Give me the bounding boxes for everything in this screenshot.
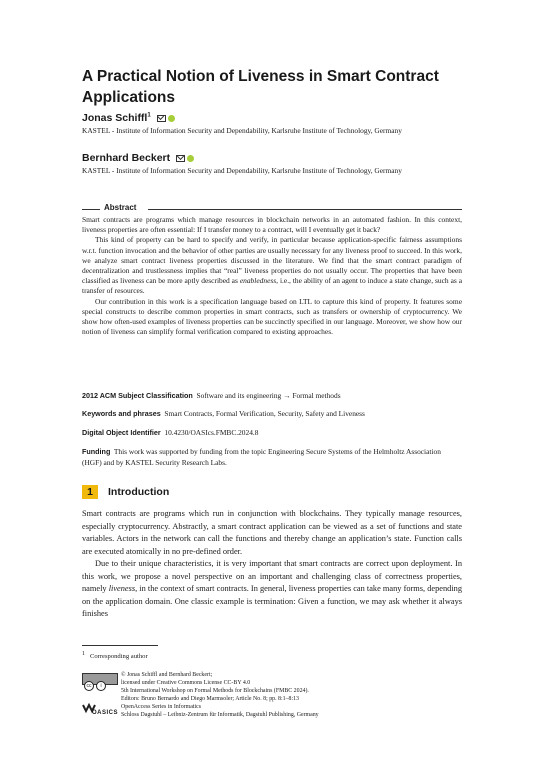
abstract-heading: Abstract	[104, 203, 137, 212]
keywords-label: Keywords and phrases	[82, 409, 161, 418]
keywords	[82, 409, 462, 420]
section-emphasis: liveness	[108, 584, 136, 594]
email-icon[interactable]	[157, 115, 166, 122]
doi-value[interactable]: 10.4230/OASIcs.FMBC.2024.8	[164, 428, 259, 437]
section-text: , in the context of smart contracts. In general, liveness properties can take many forms, depending on the application domain. One classic example is termination: Given a function, we may ask whether it always finishes	[82, 584, 462, 619]
abstract-paragraph: Smart contracts are programs which manage resources in blockchain networks in an automated fashion. In this context, liveness properties are often essential: If I transfer money to a contract, will I eventually get it back?	[82, 215, 462, 235]
author-2-name: Bernhard Beckert	[82, 152, 171, 164]
funding	[82, 447, 462, 468]
funding-label: Funding	[82, 447, 111, 456]
doi	[82, 428, 462, 439]
keywords-value: Smart Contracts, Formal Verification, Security, Safety and Liveness	[164, 409, 365, 418]
doi-label: Digital Object Identifier	[82, 428, 161, 437]
section-body	[82, 508, 462, 621]
license-block	[121, 672, 481, 719]
abstract-body	[82, 215, 462, 337]
editors: Editors: Bruno Bernardo and Diego Marmsoler; Article No. 8; pp. 8:1–8:13	[121, 695, 299, 702]
author-name	[82, 112, 175, 124]
cc-license-badge[interactable]	[82, 673, 118, 689]
footnote-text: Corresponding author	[89, 653, 148, 661]
abstract-text: , i.e., the ability of an agent to induce a state change, such as a transfer of resources.	[82, 276, 462, 296]
series-name: OpenAccess Series in Informatics	[121, 703, 201, 710]
license-copyright: © Jonas Schiffl and Bernhard Beckert;	[121, 672, 213, 678]
abstract-text: This kind of property can be hard to specify and verify, in particular because application-specific fairness assumptions w.r.t. function invocation and the behavior of other parties are usually necessary for any liveness proof to succeed. In this work, we analyze smart contract liveness properties discussed in the literature. We find that the smart contract paradigm of decentralization and trustlessness implies that “real” liveness properties do not usually occur. The properties that have been classified as liveness can be more aptly described as	[82, 235, 462, 286]
paper-title: A Practical Notion of Liveness in Smart Contract Applications	[82, 68, 439, 106]
author-1-affiliation: KASTEL - Institute of Information Security and Dependability, Karlsruhe Institute of Technology, Germany	[82, 126, 402, 135]
publisher: Schloss Dagstuhl – Leibniz-Zentrum für Informatik, Dagstuhl Publishing, Germany	[121, 711, 319, 718]
author-1-footnote-mark: 1	[147, 112, 151, 119]
section-number-badge: 1	[82, 485, 98, 499]
author-1-name: Jonas Schiffl	[82, 112, 148, 124]
oasics-logo-text: OASICS	[92, 710, 119, 716]
footnote-mark: 1	[82, 651, 85, 657]
abstract-emphasis: enabledness	[239, 276, 277, 286]
acm-classification	[82, 391, 462, 402]
orcid-icon[interactable]	[187, 155, 194, 162]
email-icon[interactable]	[176, 155, 185, 162]
abstract-paragraph	[82, 235, 462, 296]
venue: 5th International Workshop on Formal Methods for Blockchains (FMBC 2024).	[121, 687, 309, 694]
acm-value: Software and its engineering → Formal methods	[196, 391, 341, 400]
section-paragraph	[82, 558, 462, 621]
abstract-rule-right	[148, 209, 462, 210]
section-paragraph: Smart contracts are programs which run in conjunction with blockchains. They typically manage resources, especially cryptocurrency. Abstractly, a smart contract application can be viewed as a set of functions and state variables. Actors in the network can call the functions and thereby change an application’s state. Function calls are executed atomically in no pre-defined order.	[82, 509, 462, 556]
author-name	[82, 152, 194, 164]
footnote	[82, 651, 148, 660]
author-2-affiliation: KASTEL - Institute of Information Security and Dependability, Karlsruhe Institute of Technology, Germany	[82, 166, 402, 175]
acm-label: 2012 ACM Subject Classification	[82, 391, 193, 400]
abstract-paragraph: Our contribution in this work is a specification language based on LTL to capture this kind of property. It features some special constructs to describe common properties in smart contracts, such as transfers or ownership of cryptocurrency. We show how often-used examples of liveness properties can be succinctly specified in our language. Moreover, we show how our notion of liveness can simplify formal verification compared to existing approaches.	[82, 296, 462, 337]
orcid-icon[interactable]	[168, 115, 175, 122]
cc-icon: cc	[84, 681, 94, 691]
license-terms: licensed under Creative Commons License CC-BY 4.0	[121, 679, 251, 686]
abstract-rule-left	[82, 209, 100, 210]
funding-value: This work was supported by funding from the topic Engineering Secure Systems of the Helmholtz Association (HGF) and by KASTEL Security Research Labs.	[82, 447, 441, 467]
section-text: Due to their unique characteristics, it is very important that smart contracts are correct upon deployment. In this work, we propose a novel perspective on an important and challenging class of correctness properties, namely	[82, 559, 462, 594]
by-icon: i	[96, 681, 106, 691]
section-title: Introduction	[108, 486, 170, 498]
footnote-rule	[82, 645, 158, 646]
